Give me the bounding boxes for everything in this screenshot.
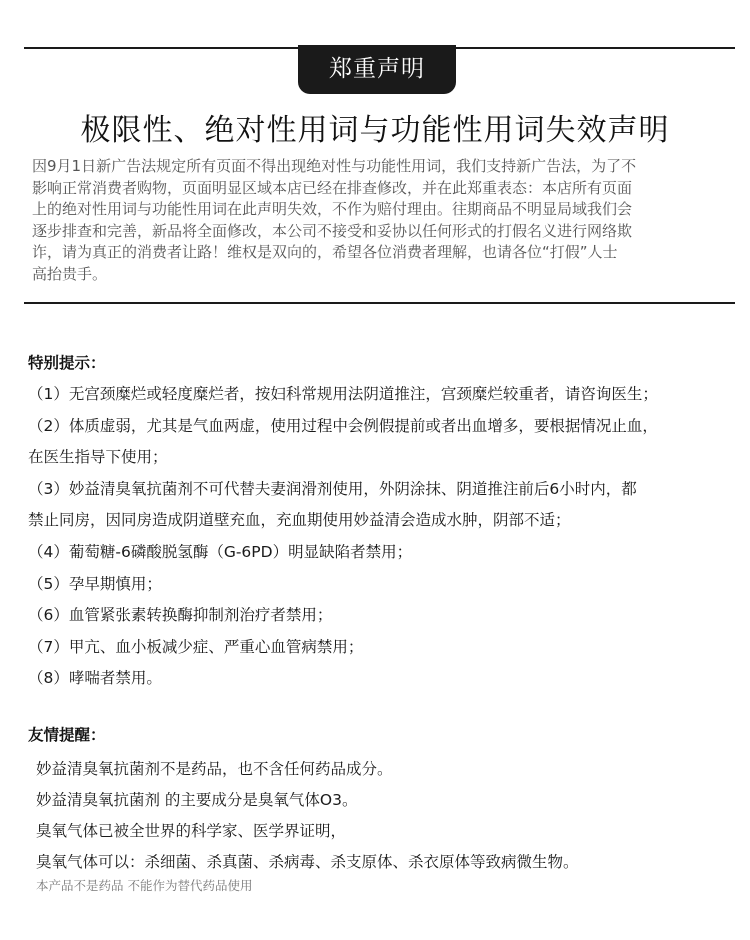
reminder-item: 妙益清臭氧抗菌剂 的主要成分是臭氧气体O3。 xyxy=(36,791,358,809)
tip-item: （7）甲亢、血小板减少症、严重心血管病禁用； xyxy=(28,637,364,656)
tip-item: （5）孕早期慎用； xyxy=(28,574,162,593)
bottom-divider xyxy=(24,302,735,304)
reminder-item: 臭氧气体已被全世界的科学家、医学界证明， xyxy=(36,822,347,840)
special-tips-section xyxy=(28,351,740,695)
product-disclaimer-footnote: 本产品不是药品 不能作为替代药品使用 xyxy=(36,878,253,893)
tip-item: （2）体质虚弱，尤其是气血两虚，使用过程中会例假提前或者出血增多，要根据情况止血， 在医生指导下使用； xyxy=(28,416,658,467)
page-title: 极限性、绝对性用词与功能性用词失效声明 xyxy=(80,113,670,148)
declaration-paragraph: 因9月1日新广告法规定所有页面不得出现绝对性与功能性用词，我们支持新广告法，为了不 影响正常消费者购物，页面明显区域本店已经在排查修改，并在此郑重表态：本店所有页面 上的绝对性用词与功能性用词在此声明失效，不作为赔付理由。往期商品不明显局域我们会 逐步排查和完善，新品将全面修改，本公司不接受和妥协以任何形式的打假名义进行网络欺 诈，请为真正的消费者让路！维权是双向的，希望各位消费者理解，也请各位“打假”人士 高抬贵手。 xyxy=(32,157,637,283)
friendly-reminder-list xyxy=(28,754,740,878)
special-tips-list xyxy=(28,379,740,695)
tip-item: （3）妙益清臭氧抗菌剂不可代替夫妻润滑剂使用，外阴涂抹、阴道推注前后6小时内，都 禁止同房，因同房造成阴道壁充血，充血期使用妙益清会造成水肿，阴部不适； xyxy=(28,479,637,530)
tip-item: （8）哮喘者禁用。 xyxy=(28,669,162,688)
reminder-item: 臭氧气体可以：杀细菌、杀真菌、杀病毒、杀支原体、杀衣原体等致病微生物。 xyxy=(36,853,579,871)
friendly-reminder-title: 友情提醒： xyxy=(28,726,106,744)
special-tips-title: 特别提示： xyxy=(28,354,106,372)
reminder-item: 妙益清臭氧抗菌剂不是药品，也不含任何药品成分。 xyxy=(36,760,393,778)
statement-badge: 郑重声明 xyxy=(298,45,456,94)
friendly-reminder-section xyxy=(28,723,740,878)
tip-item: （6）血管紧张素转换酶抑制剂治疗者禁用； xyxy=(28,606,333,625)
tip-item: （1）无宫颈糜烂或轻度糜烂者，按妇科常规用法阴道推注，宫颈糜烂较重者，请咨询医生； xyxy=(28,385,658,403)
tip-item: （4）葡萄糖-6磷酸脱氢酶（G-6PD）明显缺陷者禁用； xyxy=(28,542,413,561)
